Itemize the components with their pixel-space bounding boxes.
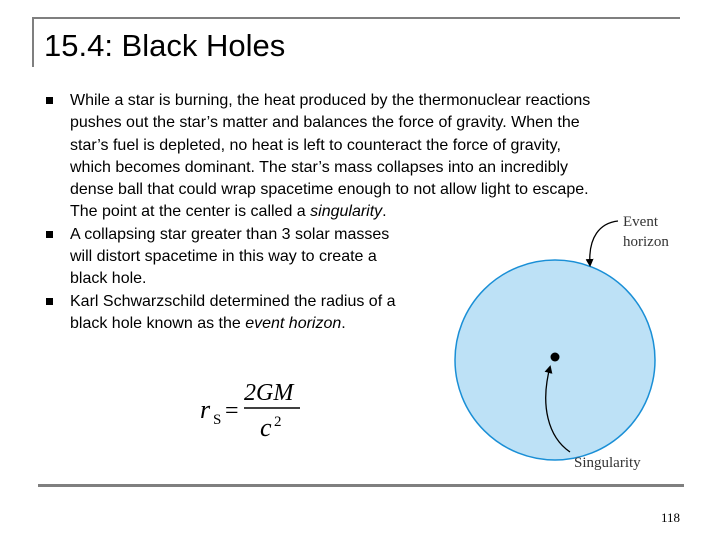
black-hole-diagram: [440, 205, 710, 480]
bullet-marker: [46, 298, 53, 305]
formula-equals: =: [225, 398, 239, 424]
event-label-line-1: Event: [623, 214, 658, 230]
event-horizon-term: event horizon: [245, 314, 342, 332]
singularity-dot: [551, 353, 560, 362]
bullet-1-line-4: which becomes dominant. The star’s mass collapses into an incredibly: [70, 158, 569, 176]
footer-line: [38, 484, 684, 487]
bullet-2-line-1: A collapsing star greater than 3 solar masses: [70, 225, 390, 243]
formula-numerator: 2GM: [244, 380, 294, 406]
formula-subscript: S: [213, 412, 222, 428]
bullet-2-line-3: black hole.: [70, 270, 147, 288]
slide-title: 15.4: Black Holes: [44, 28, 286, 63]
singularity-term: singularity: [310, 203, 383, 221]
bullet-1-line-2: pushes out the star’s matter and balances the force of gravity. When the: [70, 114, 580, 132]
title-frame-top-line: [32, 17, 680, 19]
formula-r: r: [200, 395, 211, 424]
event-label-line-2: horizon: [623, 234, 669, 250]
bullet-item-1: [46, 90, 696, 224]
singularity-label: Singularity: [574, 455, 641, 471]
bullet-1-text: The point at the center is called a: [70, 203, 311, 221]
title-frame-left-line: [32, 17, 34, 67]
bullet-3-text: black hole known as the: [70, 314, 246, 332]
bullet-1-line-3: star’s fuel is depleted, no heat is left to counteract the force of gravity,: [70, 136, 561, 154]
schwarzschild-radius-formula: [196, 378, 306, 444]
formula-exponent: 2: [274, 414, 282, 430]
bullet-marker: [46, 97, 53, 104]
bullet-2-line-2: will distort spacetime in this way to create a: [70, 248, 377, 266]
formula-denominator: c: [260, 413, 272, 442]
bullet-1-line-1: While a star is burning, the heat produced by the thermonuclear reactions: [70, 92, 591, 109]
page-number: 118: [660, 510, 680, 525]
bullet-1-line-5: dense ball that could wrap spacetime enough to not allow light to escape.: [70, 181, 589, 199]
event-horizon-arrow: [590, 221, 618, 265]
bullet-1-period: .: [382, 203, 387, 221]
bullet-3-line-1: Karl Schwarzschild determined the radius of a: [70, 292, 396, 310]
bullet-3-period: .: [341, 314, 346, 332]
bullet-marker: [46, 231, 53, 238]
